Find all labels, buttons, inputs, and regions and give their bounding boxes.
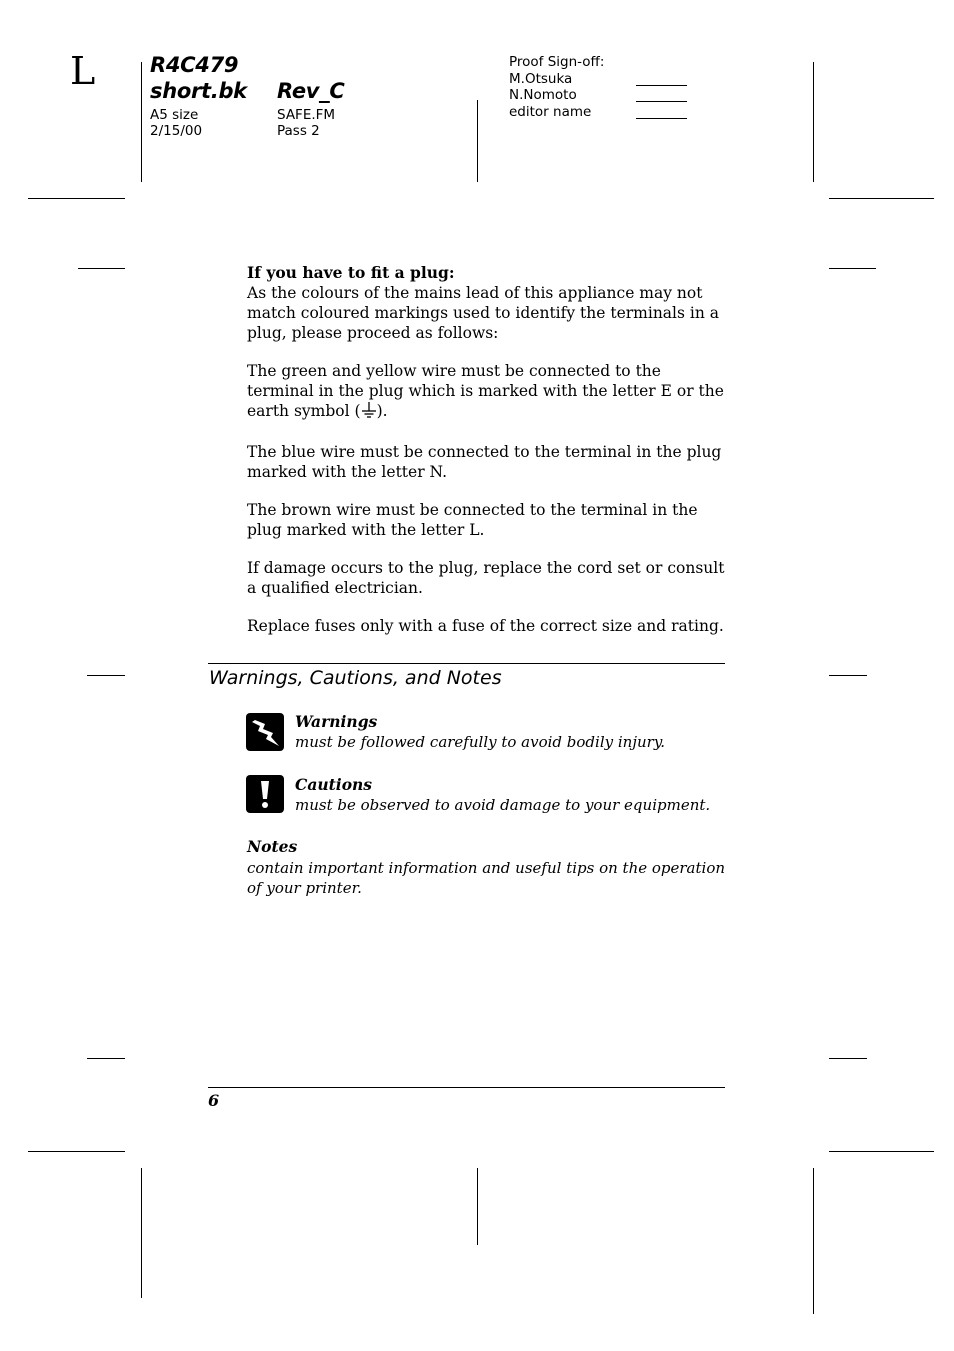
damage-paragraph: If damage occurs to the plug, replace the cord set or consult a qualified electrician. bbox=[247, 559, 725, 597]
signer-name: N.Nomoto bbox=[509, 87, 577, 103]
revision: Rev_C bbox=[277, 79, 345, 103]
earth-text: The green and yellow wire must be connected to the terminal in the plug which is marked with the letter E or the earth symbol ( bbox=[247, 362, 724, 420]
cautions-description: must be observed to avoid damage to your equipment. bbox=[295, 796, 711, 814]
date: 2/15/00 bbox=[150, 123, 203, 139]
proof-title: Proof Sign-off: bbox=[509, 54, 605, 70]
cautions-title: Cautions bbox=[295, 775, 373, 794]
blue-wire-paragraph: The blue wire must be connected to the terminal in the plug marked with the letter N. bbox=[247, 443, 722, 481]
notes-description: contain important information and useful tips on the operation of your printer. bbox=[247, 859, 726, 897]
file-name: SAFE.FM bbox=[277, 107, 336, 123]
corner-letter: L bbox=[70, 49, 96, 93]
signature-line bbox=[636, 85, 687, 86]
brown-wire-paragraph: The brown wire must be connected to the terminal in the plug marked with the letter L. bbox=[247, 501, 698, 539]
earth-symbol-icon bbox=[361, 401, 377, 424]
signature-line bbox=[636, 118, 687, 119]
signature-line bbox=[636, 101, 687, 102]
lightning-bolt-icon bbox=[246, 713, 284, 751]
pass: Pass 2 bbox=[277, 123, 320, 139]
section-heading: Warnings, Cautions, and Notes bbox=[209, 667, 502, 689]
exclamation-icon bbox=[246, 775, 284, 813]
book-code: R4C479 bbox=[150, 53, 239, 77]
notes-title: Notes bbox=[247, 837, 298, 856]
warnings-description: must be followed carefully to avoid bodily injury. bbox=[295, 733, 666, 751]
book-file: short.bk bbox=[150, 79, 247, 103]
signer-name: M.Otsuka bbox=[509, 71, 573, 87]
fuses-paragraph: Replace fuses only with a fuse of the correct size and rating. bbox=[247, 617, 724, 635]
page-number: 6 bbox=[208, 1091, 220, 1110]
plug-title: If you have to fit a plug: bbox=[247, 263, 455, 282]
earth-wire-paragraph bbox=[247, 361, 729, 424]
section-rule bbox=[208, 663, 725, 664]
page-size: A5 size bbox=[150, 107, 199, 123]
signer-name: editor name bbox=[509, 104, 592, 120]
footer-rule bbox=[208, 1087, 725, 1088]
plug-intro: As the colours of the mains lead of this appliance may not match coloured markings used to identify the terminals in a plug, please proceed as follows: bbox=[247, 284, 719, 342]
warnings-title: Warnings bbox=[295, 712, 378, 731]
earth-text-end: ). bbox=[376, 402, 388, 420]
plug-section bbox=[247, 263, 729, 636]
